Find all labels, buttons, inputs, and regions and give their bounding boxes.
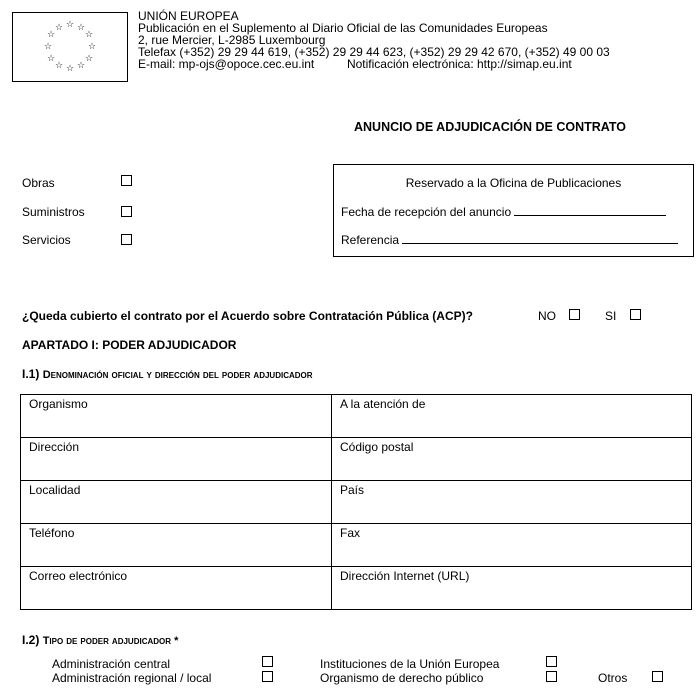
type-obras-label: Obras	[22, 176, 55, 190]
atencion-cell[interactable]: A la atención de	[332, 395, 692, 438]
publisher-header	[138, 10, 610, 70]
pais-cell[interactable]: País	[332, 481, 692, 524]
svg-text:☆: ☆	[43, 42, 53, 52]
eu-stars-icon	[13, 13, 127, 81]
table-row	[21, 395, 692, 438]
type-servicios-label: Servicios	[22, 233, 71, 247]
table-row	[21, 481, 692, 524]
acp-si-label: SI	[605, 309, 617, 323]
referencia-field[interactable]	[402, 233, 678, 244]
type-suministros-label: Suministros	[22, 205, 85, 219]
svg-text:☆: ☆	[84, 30, 94, 40]
header-line-2: 2, rue Mercier, L-2985 Luxembourg	[138, 33, 326, 47]
eu-flag-logo	[12, 12, 128, 82]
type-suministros-checkbox[interactable]	[121, 206, 132, 217]
type-servicios-checkbox[interactable]	[121, 234, 132, 245]
svg-text:☆: ☆	[54, 61, 64, 71]
subsection-1-2-title: Tipo de poder adjudicador *	[42, 635, 179, 647]
otros-label: Otros	[598, 671, 628, 685]
fax-cell[interactable]: Fax	[332, 524, 692, 567]
direccion-cell[interactable]: Dirección	[21, 438, 332, 481]
acp-si-checkbox[interactable]	[630, 309, 641, 320]
contracting-authority-table	[20, 394, 692, 610]
org-name: UNIÓN EUROPEA	[138, 9, 239, 23]
header-line-1: Publicación en el Suplemento al Diario Oficial de las Comunidades Europeas	[138, 21, 548, 35]
organismo-derecho-publico-checkbox[interactable]	[546, 671, 557, 682]
instituciones-ue-checkbox[interactable]	[546, 656, 557, 667]
organismo-derecho-publico-label: Organismo de derecho público	[320, 671, 484, 685]
svg-text:☆: ☆	[65, 20, 75, 30]
referencia-label: Referencia	[341, 233, 400, 247]
subsection-1-1-number: I.1)	[22, 367, 40, 381]
acp-question: ¿Queda cubierto el contrato por el Acuerdo sobre Contratación Pública (ACP)?	[22, 309, 473, 323]
page-title: ANUNCIO DE ADJUDICACIÓN DE CONTRATO	[354, 120, 626, 134]
type-obras-checkbox[interactable]	[121, 175, 132, 186]
admin-central-checkbox[interactable]	[262, 656, 273, 667]
url-cell[interactable]: Dirección Internet (URL)	[332, 567, 692, 610]
reserved-box	[333, 164, 694, 257]
table-row	[21, 438, 692, 481]
fecha-field[interactable]	[514, 205, 666, 216]
acp-no-checkbox[interactable]	[569, 309, 580, 320]
svg-text:☆: ☆	[87, 42, 97, 52]
svg-text:☆: ☆	[76, 23, 86, 33]
notification-url: Notificación electrónica: http://simap.eu.int	[346, 57, 572, 71]
svg-text:☆: ☆	[84, 54, 94, 64]
svg-text:☆: ☆	[65, 64, 75, 74]
section-1-title: APARTADO I: PODER ADJUDICADOR	[22, 338, 237, 352]
organismo-cell[interactable]: Organismo	[21, 395, 332, 438]
otros-checkbox[interactable]	[652, 671, 663, 682]
email: E-mail: mp-ojs@opoce.cec.eu.int	[138, 57, 315, 71]
admin-central-label: Administración central	[52, 657, 171, 671]
acp-no-label: NO	[538, 309, 556, 323]
codigo-postal-cell[interactable]: Código postal	[332, 438, 692, 481]
instituciones-ue-label: Instituciones de la Unión Europea	[320, 657, 500, 671]
header-line-3: Telefax (+352) 29 29 44 619, (+352) 29 29 44 623, (+352) 29 29 42 670, (+352) 49 00 03	[138, 45, 610, 59]
svg-text:☆: ☆	[46, 54, 56, 64]
admin-regional-label: Administración regional / local	[52, 671, 212, 685]
telefono-cell[interactable]: Teléfono	[21, 524, 332, 567]
svg-text:☆: ☆	[46, 30, 56, 40]
correo-cell[interactable]: Correo electrónico	[21, 567, 332, 610]
subsection-1-1-title: Denominación oficial y dirección del poder adjudicador	[42, 369, 313, 381]
table-row	[21, 567, 692, 610]
subsection-1-2-number: I.2)	[22, 633, 40, 647]
table-row	[21, 524, 692, 567]
svg-text:☆: ☆	[76, 61, 86, 71]
fecha-label: Fecha de recepción del anuncio	[341, 205, 512, 219]
localidad-cell[interactable]: Localidad	[21, 481, 332, 524]
svg-text:☆: ☆	[54, 23, 64, 33]
reserved-heading: Reservado a la Oficina de Publicaciones	[405, 176, 622, 190]
admin-regional-checkbox[interactable]	[262, 671, 273, 682]
